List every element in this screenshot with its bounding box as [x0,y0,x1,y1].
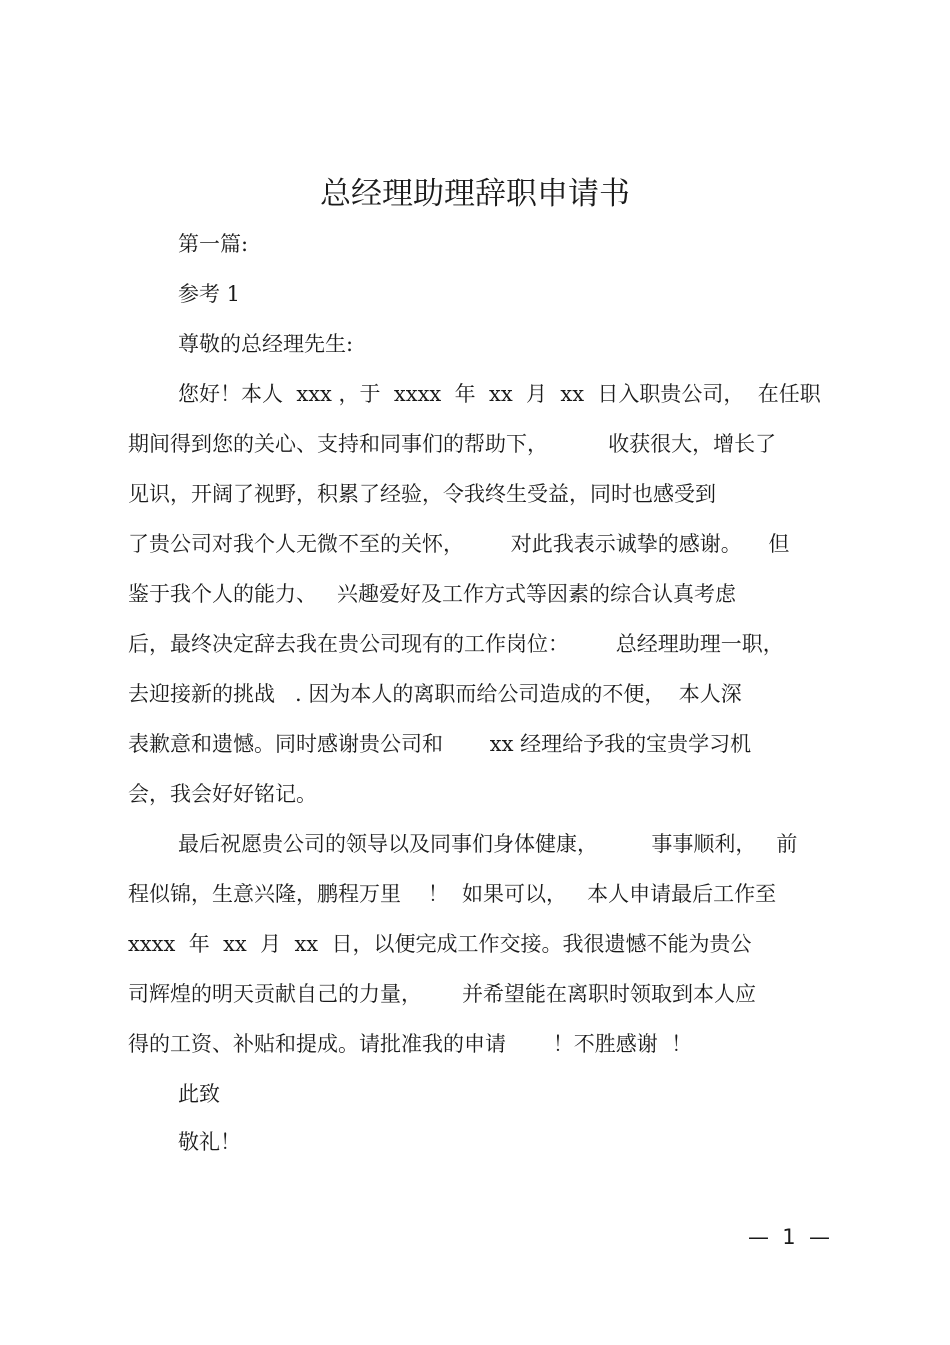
document-title: 总经理助理辞职申请书 [320,176,630,212]
closing-line: 此致 [178,1082,220,1106]
paragraph2-line: 得的工资、补贴和提成。请批准我的申请 ！不胜感谢 ！ [128,1032,693,1056]
paragraph2-line: 最后祝愿贵公司的领导以及同事们身体健康， 事事顺利， 前 [178,832,798,856]
paragraph1-line: 期间得到您的关心、支持和同事们的帮助下， 收获很大，增长了 [128,432,777,456]
reference-label: 参考 1 [178,282,241,306]
paragraph1-line: 鉴于我个人的能力、 兴趣爱好及工作方式等因素的综合认真考虑 [128,582,737,606]
paragraph2-line: 司辉煌的明天贡献自己的力量， 并希望能在离职时领取到本人应 [128,982,757,1006]
paragraph1-line: 后，最终决定辞去我在贵公司现有的工作岗位： 总经理助理一职， [128,632,784,656]
paragraph1-line: 表歉意和遗憾。同时感谢贵公司和 xx 经理给予我的宝贵学习机 [128,732,752,756]
page-number: — 1 — [747,1225,830,1249]
closing-line: 敬礼！ [178,1130,241,1154]
paragraph1-line: 去迎接新的挑战 . 因为本人的离职而给公司造成的不便， 本人深 [128,682,742,706]
paragraph2-line: 程似锦，生意兴隆，鹏程万里 ！ 如果可以， 本人申请最后工作至 [128,882,777,906]
paragraph1-line: 了贵公司对我个人无微不至的关怀， 对此我表示诚挚的感谢。 但 [128,532,790,556]
paragraph1-line: 您好！本人 xxx ，于 xxxx 年 xx 月 xx 日入职贵公司， 在任职 [178,382,821,406]
paragraph1-line: 会，我会好好铭记。 [128,782,317,806]
paragraph1-line: 见识，开阔了视野，积累了经验，令我终生受益，同时也感受到 [128,482,716,506]
salutation: 尊敬的总经理先生: [178,332,354,356]
paragraph2-line: xxxx 年 xx 月 xx 日，以便完成工作交接。我很遗憾不能为贵公 [128,932,752,956]
section-heading: 第一篇: [178,232,249,256]
